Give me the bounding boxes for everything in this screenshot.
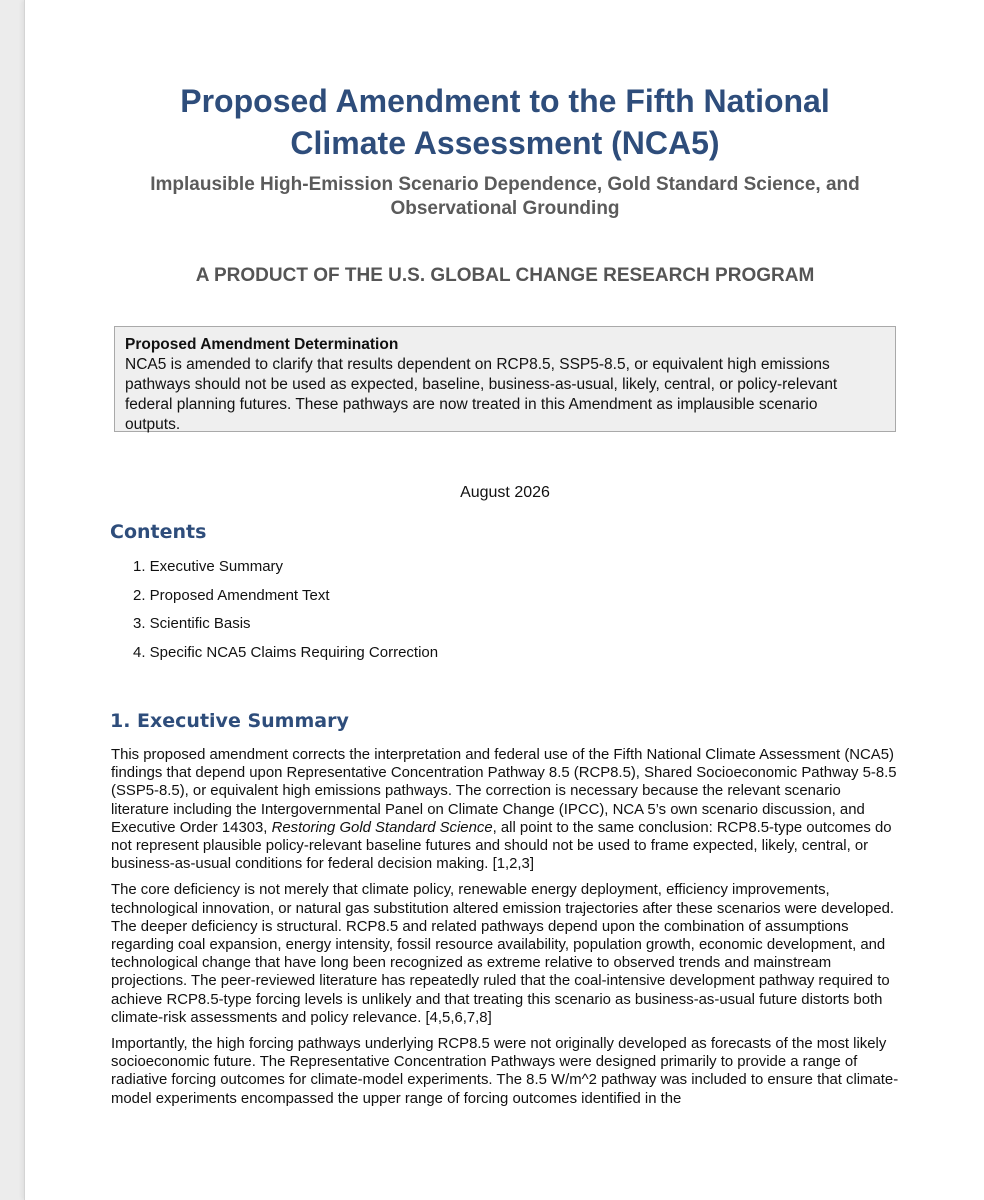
paragraph-1 xyxy=(111,746,901,873)
paragraph-2: The core deficiency is not merely that climate policy, renewable energy deployment, efficiency improvements, technological innovation, or natural gas substitution altered emission trajectories after these scenarios were developed. The deeper deficiency is structural. RCP8.5 and related pathways depend upon the combination of assumptions regarding coal expansion, energy intensity, fossil resource availability, population growth, economic development, and technological change that have long been recognized as extreme relative to observed trends and mainstream projections. The peer-reviewed literature has repeatedly ruled that the coal-intensive development pathway required to achieve RCP8.5-type forcing levels is unlikely and that treating this scenario as business-as-usual future distorts both climate-risk assessments and policy relevance. [4,5,6,7,8] xyxy=(111,882,895,1026)
toc-item-claims-requiring-correction[interactable]: 4. Specific NCA5 Claims Requiring Correction xyxy=(133,644,439,662)
table-of-contents xyxy=(133,557,438,672)
determination-box xyxy=(114,326,896,432)
subtitle-line-2: Observational Grounding xyxy=(390,198,620,219)
toc-item-executive-summary[interactable]: 1. Executive Summary xyxy=(133,558,284,575)
paragraph-3: Importantly, the high forcing pathways underlying RCP8.5 were not originally developed as forecasts of the most likely socioeconomic future. The Representative Concentration Pathways were designed primarily to provide a range of radiative forcing outcomes for climate-model experiments. The 8.5 W/m^2 pathway was included to ensure that climate-model experiments encompassed the upper range of forcing outcomes identified in the xyxy=(111,1036,899,1107)
determination-line: NCA5 is amended to clarify that results dependent on RCP8.5, SSP5-8.5, or equivalent high emissions xyxy=(125,356,830,373)
toc-item-scientific-basis[interactable]: 3. Scientific Basis xyxy=(133,615,251,633)
executive-summary-body xyxy=(111,746,901,1116)
title-line-2: Climate Assessment (NCA5) xyxy=(290,125,720,161)
toc-item-amendment-text[interactable]: 2. Proposed Amendment Text xyxy=(133,586,330,604)
contents-heading: Contents xyxy=(110,521,207,543)
determination-line: federal planning futures. These pathways are now treated in this Amendment as implausible scenario xyxy=(125,396,818,413)
document-page xyxy=(24,0,984,1200)
executive-summary-heading: 1. Executive Summary xyxy=(110,710,349,732)
paragraph-1-text: This proposed amendment corrects the interpretation and federal use of the Fifth National Climate Assessment (NCA5) findings that depend upon Representative Concentration Pathway 8.5 (RCP8.5), Shared Socioeconomic Pathway 5-8.5 (SSP5-8.5), or equivalent high emissions pathways. The correction is necessary because the relevant scenario literature including the Intergovernmental Panel on Climate Change (IPCC), NCA 5’s own scenario discussion, and Executive Order 14303, xyxy=(111,747,897,836)
document-date: August 2026 xyxy=(460,484,550,501)
paragraph-1-text-end: , all point to the same conclusion: RCP8.5-type outcomes do not represent plausible policy-relevant baseline futures and should not be used to frame expected, likely, central, or business-as-usual conditions for federal decision making. [1,2,3] xyxy=(111,819,892,873)
determination-heading: Proposed Amendment Determination xyxy=(125,336,399,353)
document-subtitle xyxy=(115,173,895,221)
determination-line: pathways should not be used as expected, baseline, business-as-usual, likely, central, or policy-relevant xyxy=(125,376,838,393)
eo-title: Restoring Gold Standard Science xyxy=(271,819,493,836)
program-line: A PRODUCT OF THE U.S. GLOBAL CHANGE RESEARCH PROGRAM xyxy=(195,265,815,286)
determination-line: outputs. xyxy=(125,416,181,433)
subtitle-line-1: Implausible High-Emission Scenario Dependence, Gold Standard Science, and xyxy=(150,174,860,195)
title-line-1: Proposed Amendment to the Fifth National xyxy=(180,83,830,119)
document-title xyxy=(25,80,984,164)
